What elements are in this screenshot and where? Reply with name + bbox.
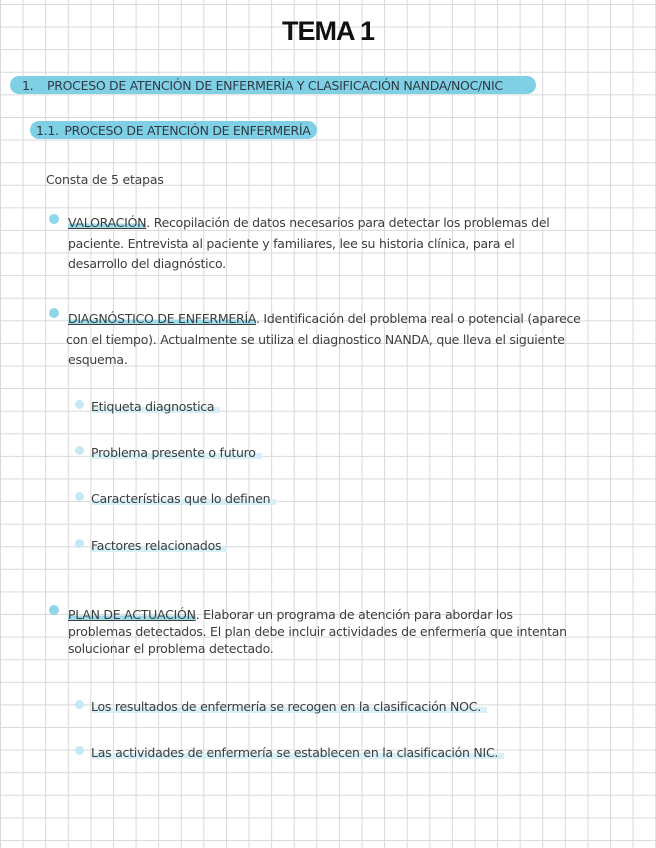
section-1-heading: [22, 78, 503, 93]
plan-term: PLAN DE ACTUACIÓN: [68, 607, 196, 622]
bullet-noc: [75, 700, 84, 709]
diagnostico-line-1: [68, 309, 638, 330]
plan-line-3: solucionar el problema detectado.: [68, 641, 274, 656]
bullet-nic: [75, 746, 84, 755]
section-1-1-label: PROCESO DE ATENCIÓN DE ENFERMERÍA: [64, 123, 311, 138]
plan-line-1: [68, 606, 638, 623]
bullet-factores: [75, 539, 84, 548]
section-1-1-number: 1.1.: [36, 123, 59, 138]
diagnostico-term: DIAGNÓSTICO DE ENFERMERÍA: [68, 311, 256, 326]
section-1-label: PROCESO DE ATENCIÓN DE ENFERMERÍA Y CLASIFICACIÓN NANDA/NOC/NIC: [47, 78, 503, 93]
plan-line-1-text: . Elaborar un programa de atención para abordar los: [195, 607, 513, 622]
section-1-1-heading: [36, 123, 311, 138]
bullet-plan: [49, 605, 59, 615]
list-item-factores: Factores relacionados: [91, 538, 227, 553]
bullet-diagnostico: [49, 308, 59, 318]
diagnostico-line-3: esquema.: [68, 352, 128, 367]
plan-line-2: problemas detectados. El plan debe incluir actividades de enfermería que intentan: [68, 624, 567, 639]
plan-paragraph: [68, 606, 638, 657]
bullet-valoracion: [49, 214, 59, 224]
list-item-caracteristicas: Características que lo definen: [91, 491, 276, 506]
list-item-etiqueta: Etiqueta diagnostica: [91, 399, 220, 414]
valoracion-line-3: desarrollo del diagnóstico.: [68, 256, 226, 271]
valoracion-line-1: [68, 213, 628, 234]
diagnostico-paragraph: [68, 309, 638, 371]
bullet-etiqueta: [75, 400, 84, 409]
page-title: TEMA 1: [281, 16, 374, 46]
valoracion-paragraph: [68, 213, 628, 275]
valoracion-line-1-text: . Recopilación de datos necesarios para detectar los problemas del: [146, 215, 550, 230]
valoracion-line-2: paciente. Entrevista al paciente y familiares, lee su historia clínica, para el: [68, 235, 515, 251]
list-item-nic: Las actividades de enfermería se establecen en la clasificación NIC.: [91, 745, 504, 760]
list-item-problema: Problema presente o futuro: [91, 445, 262, 460]
section-1-number: 1.: [22, 78, 34, 93]
intro-text: Consta de 5 etapas: [46, 172, 164, 187]
list-item-noc: Los resultados de enfermería se recogen en la clasificación NOC.: [91, 699, 487, 714]
valoracion-term: VALORACIÓN: [68, 215, 147, 230]
diagnostico-line-2: con el tiempo). Actualmente se utiliza el diagnostico NANDA, que lleva el siguiente: [66, 331, 565, 347]
diagnostico-line-1-text: . Identificación del problema real o potencial (aparece: [255, 311, 581, 326]
bullet-problema: [75, 446, 84, 455]
bullet-caracteristicas: [75, 492, 84, 501]
